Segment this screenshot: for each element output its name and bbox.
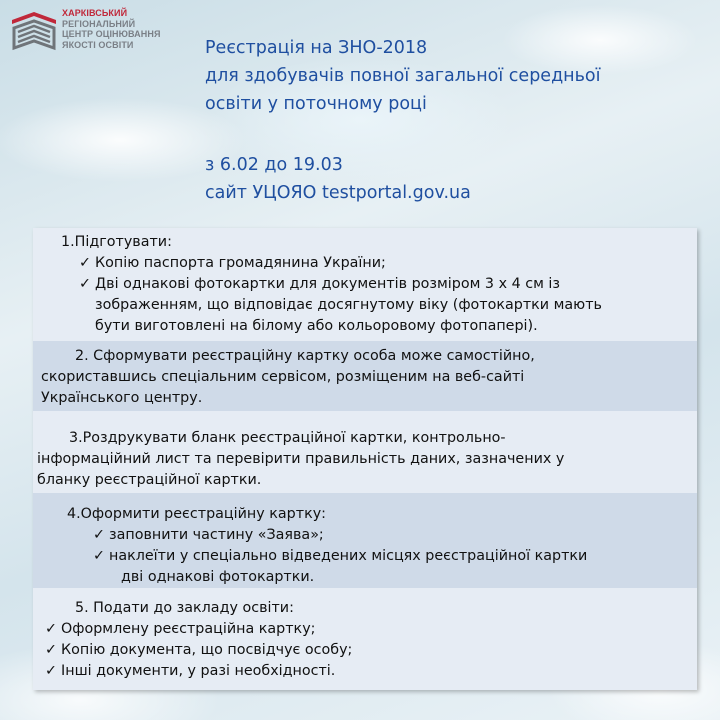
- checkmark-icon: ✓: [93, 527, 105, 543]
- step-2-line-2: скориставшись спеціальним сервісом, розміщеним на веб-сайті: [41, 369, 525, 385]
- step-4-item-1: заповнити частину «Заява»;: [109, 527, 324, 543]
- step-2-line-1: 2. Сформувати реєстраційну картку особа може самостійно,: [75, 348, 535, 364]
- list-item: [93, 546, 587, 567]
- registration-site: сайт УЦОЯО testportal.gov.ua: [205, 183, 471, 203]
- step-1-item-2b: зображенням, що відповідає досягнутому віку (фотокартки мають: [95, 297, 602, 313]
- logo-line-2: РЕГІОНАЛЬНИЙ: [62, 18, 136, 29]
- logo-line-3: ЦЕНТР ОЦІНЮВАННЯ: [62, 29, 161, 39]
- checkmark-icon: ✓: [79, 276, 91, 292]
- checkmark-icon: ✓: [93, 548, 105, 564]
- checkmark-icon: ✓: [79, 255, 91, 271]
- step-3-line-3: бланку реєстраційної картки.: [37, 472, 262, 488]
- step-1-item-1: Копію паспорта громадянина України;: [95, 255, 386, 271]
- list-item: [93, 525, 324, 546]
- checkmark-icon: ✓: [45, 621, 57, 637]
- step-3-section: [33, 411, 697, 493]
- step-1-section: [33, 228, 697, 341]
- step-5-item-3: Інші документи, у разі необхідності.: [61, 663, 336, 679]
- logo-text: [62, 8, 161, 50]
- list-item: [79, 253, 386, 274]
- step-4-heading: 4.Оформити реєстраційну картку:: [67, 506, 326, 522]
- checkmark-icon: ✓: [45, 642, 57, 658]
- step-4-item-2b: дві однакові фотокартки.: [121, 569, 315, 585]
- step-1-heading: 1.Підготувати:: [61, 234, 172, 250]
- step-5-heading: 5. Подати до закладу освіти:: [75, 600, 294, 616]
- step-1-item-2c: бути виготовлені на білому або кольоровому фотопапері).: [95, 318, 538, 334]
- step-3-line-2: інформаційний лист та перевірити правильність даних, зазначених у: [37, 451, 565, 467]
- title-line-3: освіти у поточному році: [205, 94, 427, 114]
- title-line-1: Реєстрація на ЗНО-2018: [205, 38, 428, 58]
- logo: [8, 6, 208, 56]
- list-item: [45, 661, 335, 682]
- steps-panel: [33, 228, 697, 690]
- logo-line-1: ХАРКІВСЬКИЙ: [62, 8, 128, 18]
- step-5-item-1: Оформлену реєстраційна картку;: [61, 621, 316, 637]
- step-5-section: [33, 588, 697, 690]
- list-item: [79, 274, 560, 295]
- logo-line-4: ЯКОСТІ ОСВІТИ: [62, 39, 134, 50]
- step-5-item-2: Копію документа, що посвідчує особу;: [61, 642, 353, 658]
- title-line-2: для здобувачів повної загальної середньої: [205, 66, 601, 86]
- list-item: [45, 640, 352, 661]
- list-item: [45, 619, 315, 640]
- page-title: [205, 34, 705, 207]
- checkmark-icon: ✓: [45, 663, 57, 679]
- step-4-item-2a: наклеїти у спеціально відведених місцях реєстраційної картки: [109, 548, 588, 564]
- registration-dates: з 6.02 до 19.03: [205, 155, 343, 175]
- step-3-line-1: 3.Роздрукувати бланк реєстраційної картки, контрольно-: [69, 430, 506, 446]
- step-2-section: [33, 341, 697, 411]
- step-2-line-3: Українського центру.: [41, 390, 203, 406]
- step-4-section: [33, 493, 697, 588]
- step-1-item-2a: Дві однакові фотокартки для документів розміром 3 х 4 см із: [95, 276, 560, 292]
- logo-book-icon: [10, 10, 58, 54]
